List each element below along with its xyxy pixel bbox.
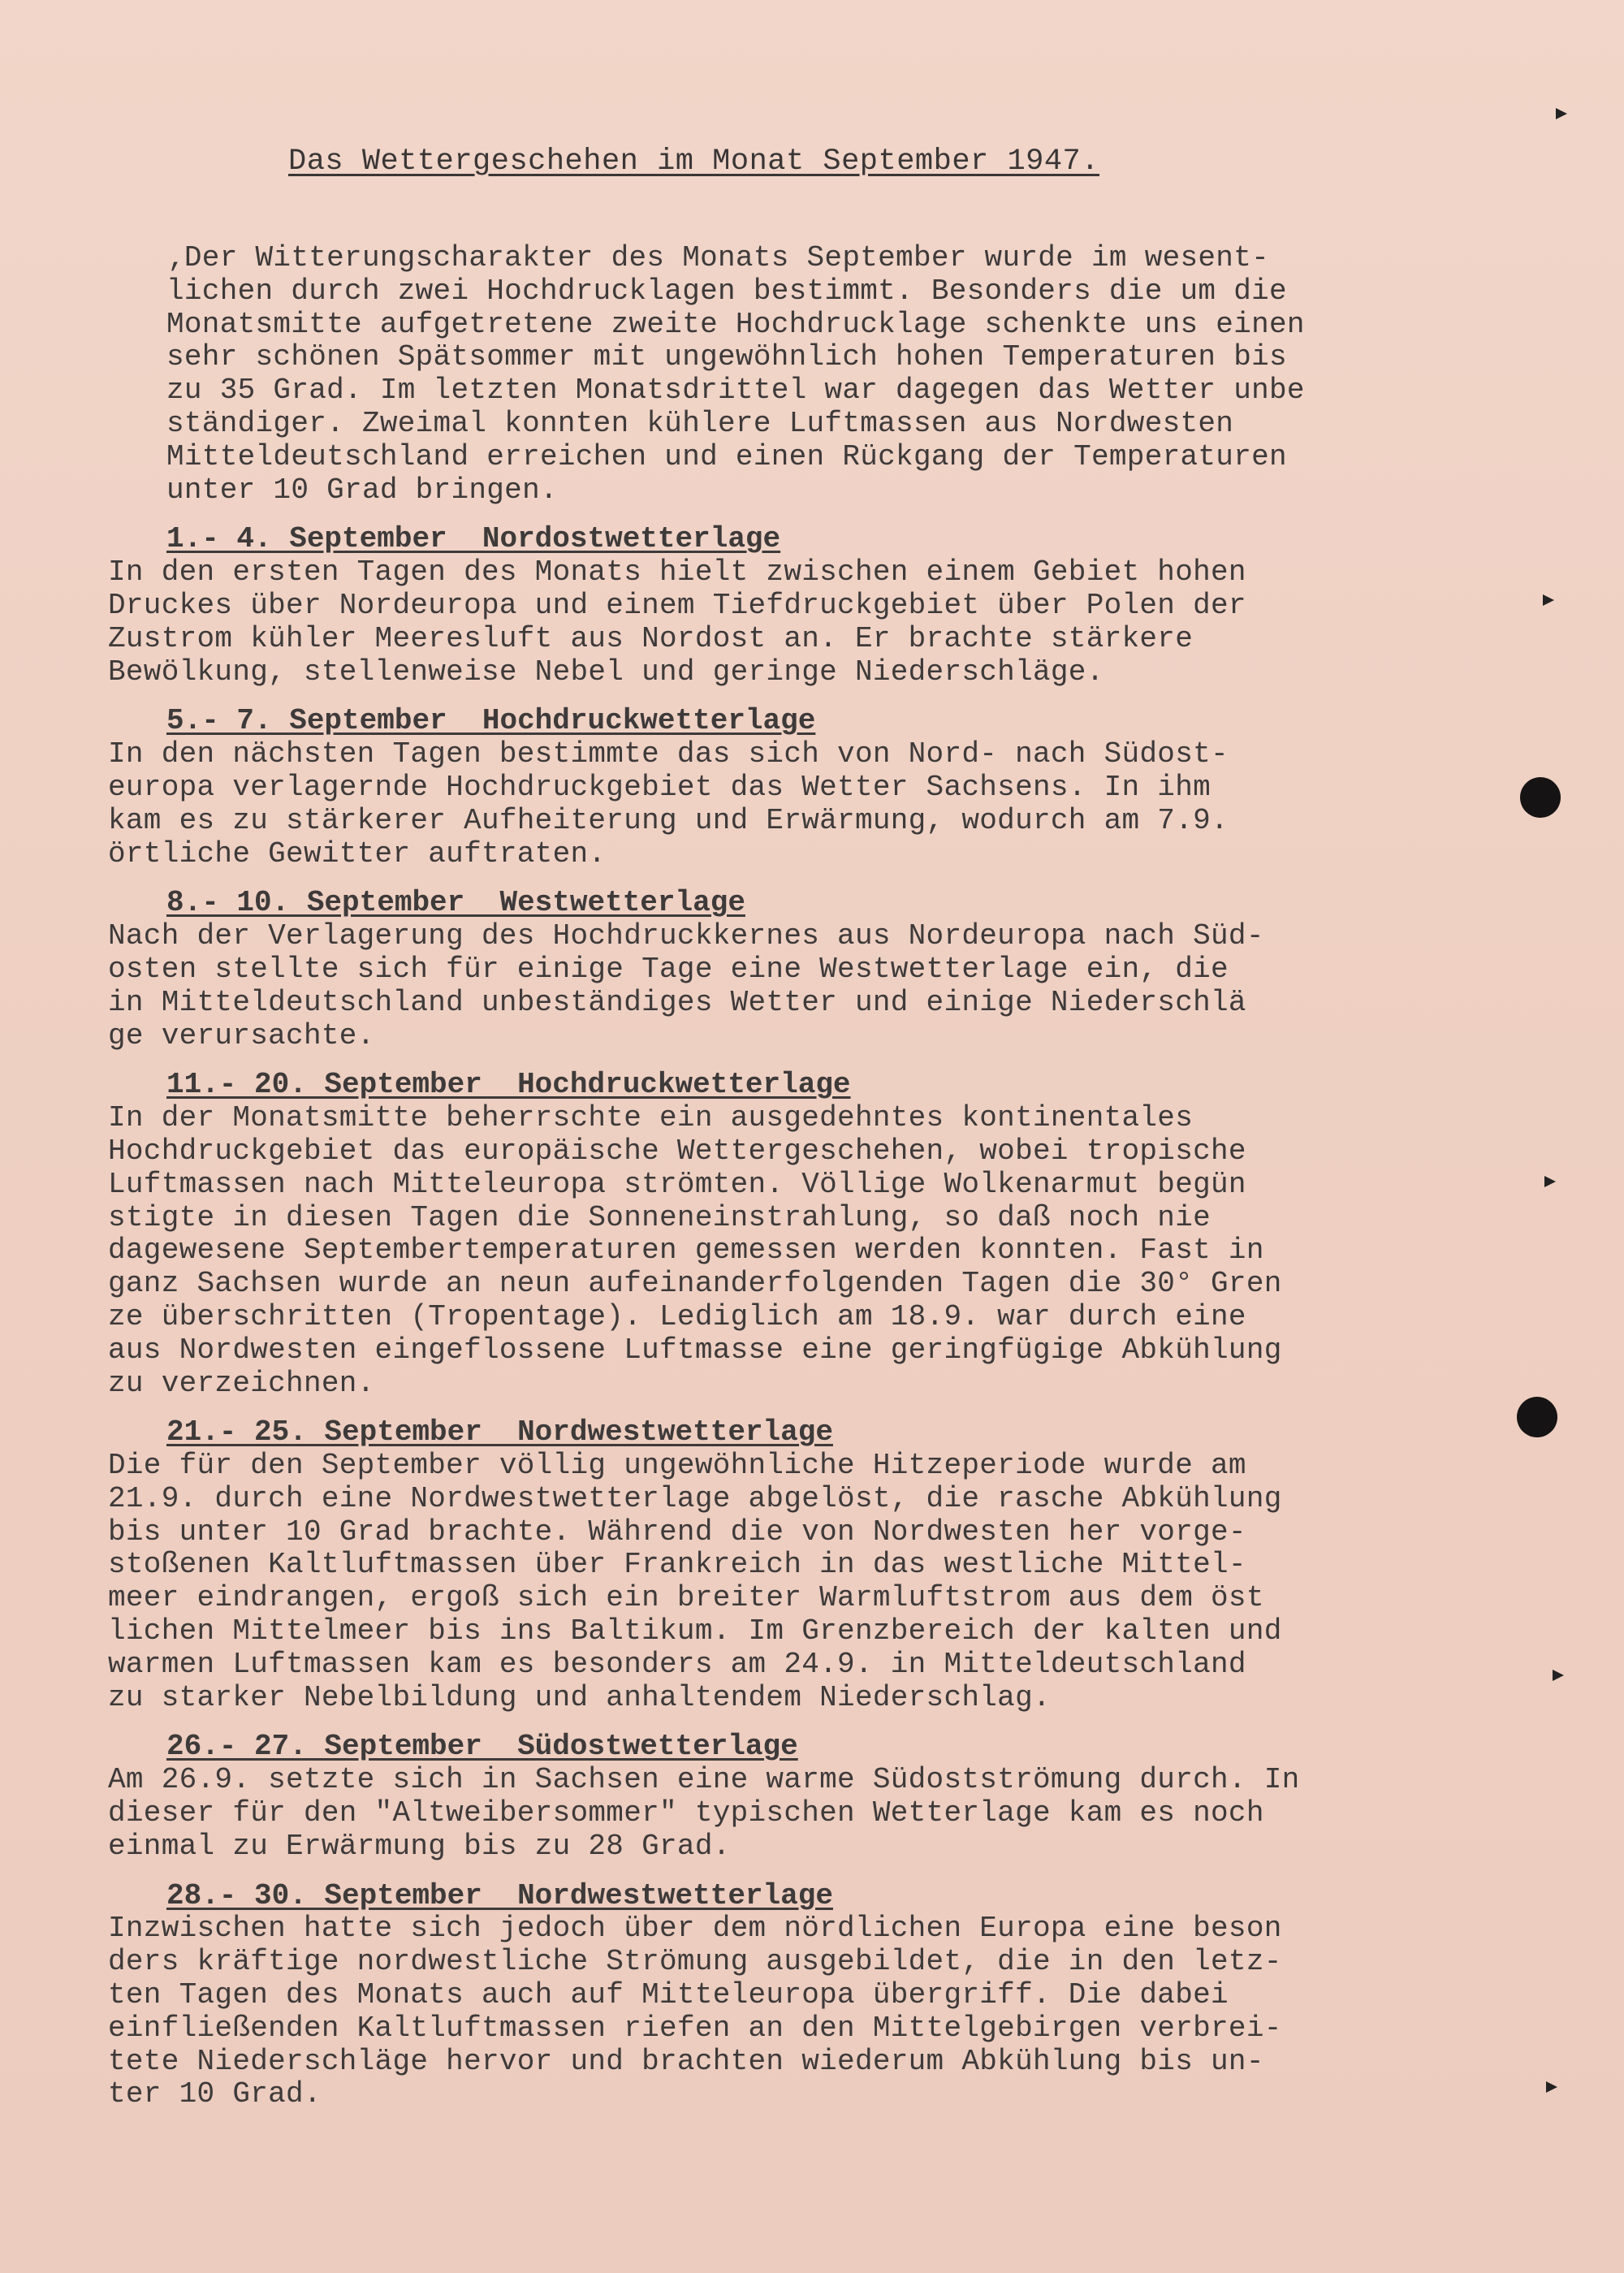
section-text: Inzwischen hatte sich jedoch über dem nördlichen Europa eine beson ders kräftige nordwestliche Strömung ausgebildet, die in den letz- ten Tagen des Monats auch auf Mitteleuropa übergriff. Die dabei einfließenden Kaltluftmassen riefen an den Mittelgebirgen verbrei- tete Niederschläge hervor und brachten wiederum Abkühlung bis un- ter 10 Grad. (108, 1912, 1282, 2111)
section-1 (108, 523, 1456, 689)
document-body (108, 242, 1456, 2111)
punch-hole (1517, 1397, 1557, 1437)
margin-mark-icon (1544, 1176, 1556, 1187)
section-2 (108, 705, 1456, 871)
section-text: In den nächsten Tagen bestimmte das sich von Nord- nach Südost- europa verlagernde Hochdruckgebiet das Wetter Sachsens. In ihm kam es zu stärkerer Aufheiterung und Erwärmung, wodurch am 7.9. örtliche Gewitter auftraten. (108, 737, 1229, 871)
section-heading: 26.- 27. September Südostwetterlage (166, 1730, 798, 1764)
section-6 (108, 1731, 1456, 1863)
section-3 (108, 887, 1456, 1052)
section-heading: 1.- 4. September Nordostwetterlage (166, 522, 781, 556)
intro-paragraph: ‚Der Witterungscharakter des Monats September wurde im wesent- lichen durch zwei Hochdrucklagen bestimmt. Besonders die um die Monatsmitte aufgetretene zweite Hochdrucklage schenkte uns einen sehr schönen Spätsommer mit ungewöhnlich hohen Temperaturen bis zu 35 Grad. Im letzten Monatsdrittel war dagegen das Wetter unbe ständiger. Zweimal konnten kühlere Luftmassen aus Nordwesten Mitteldeutschland erreichen und einen Rückgang der Temperaturen unter 10 Grad bringen. (166, 241, 1305, 507)
section-heading: 5.- 7. September Hochdruckwetterlage (166, 704, 816, 738)
section-text: Die für den September völlig ungewöhnliche Hitzeperiode wurde am 21.9. durch eine Nordwestwetterlage abgelöst, die rasche Abkühlung bis unter 10 Grad brachte. Während die von Nordwesten her vorge- stoßenen Kaltluftmassen über Frankreich in das westliche Mittel- meer eindrangen, ergoß sich ein breiter Warmluftstrom aus dem öst lichen Mittelmeer bis ins Baltikum. Im Grenzbereich der kalten und warmen Luftmassen kam es besonders am 24.9. in Mitteldeutschland zu starker Nebelbildung und anhaltendem Niederschlag. (108, 1449, 1282, 1714)
margin-mark-icon (1543, 594, 1554, 606)
section-text: Am 26.9. setzte sich in Sachsen eine warme Südostströmung durch. In dieser für den "Altweibersommer" typischen Wetterlage kam es noch einmal zu Erwärmung bis zu 28 Grad. (108, 1763, 1300, 1863)
margin-mark-icon (1556, 108, 1567, 119)
section-heading: 11.- 20. September Hochdruckwetterlage (166, 1068, 851, 1102)
section-text: Nach der Verlagerung des Hochdruckkernes aus Nordeuropa nach Süd- osten stellte sich für einige Tage eine Westwetterlage ein, die in Mitteldeutschland unbeständiges Wetter und einige Niederschlä ge verursachte. (108, 919, 1264, 1052)
section-text: In der Monatsmitte beherrschte ein ausgedehntes kontinentales Hochdruckgebiet das europäische Wettergeschehen, wobei tropische Luftmassen nach Mitteleuropa strömten. Völlige Wolkenarmut begün stigte in diesen Tagen die Sonneneinstrahlung, so daß noch nie dagewesene Septembertemperaturen gemessen werden konnten. Fast in ganz Sachsen wurde an neun aufeinanderfolgenden Tagen die 30° Gren ze überschritten (Tropentage). Lediglich am 18.9. war durch eine aus Nordwesten eingeflossene Luftmasse eine geringfügige Abkühlung zu verzeichnen. (108, 1101, 1282, 1400)
margin-mark-icon (1546, 2081, 1557, 2093)
margin-mark-icon (1553, 1670, 1564, 1681)
section-7 (108, 1880, 1456, 2112)
punch-hole (1520, 777, 1561, 818)
section-text: In den ersten Tagen des Monats hielt zwischen einem Gebiet hohen Druckes über Nordeuropa und einem Tiefdruckgebiet über Polen der Zustrom kühler Meeresluft aus Nordost an. Er brachte stärkere Bewölkung, stellenweise Nebel und geringe Niederschläge. (108, 555, 1246, 689)
section-heading: 28.- 30. September Nordwestwetterlage (166, 1878, 833, 1912)
section-5 (108, 1416, 1456, 1714)
section-4 (108, 1069, 1456, 1400)
document-title: Das Wettergeschehen im Monat September 1947. (288, 145, 1099, 179)
section-heading: 21.- 25. September Nordwestwetterlage (166, 1415, 833, 1450)
section-heading: 8.- 10. September Westwetterlage (166, 886, 745, 920)
